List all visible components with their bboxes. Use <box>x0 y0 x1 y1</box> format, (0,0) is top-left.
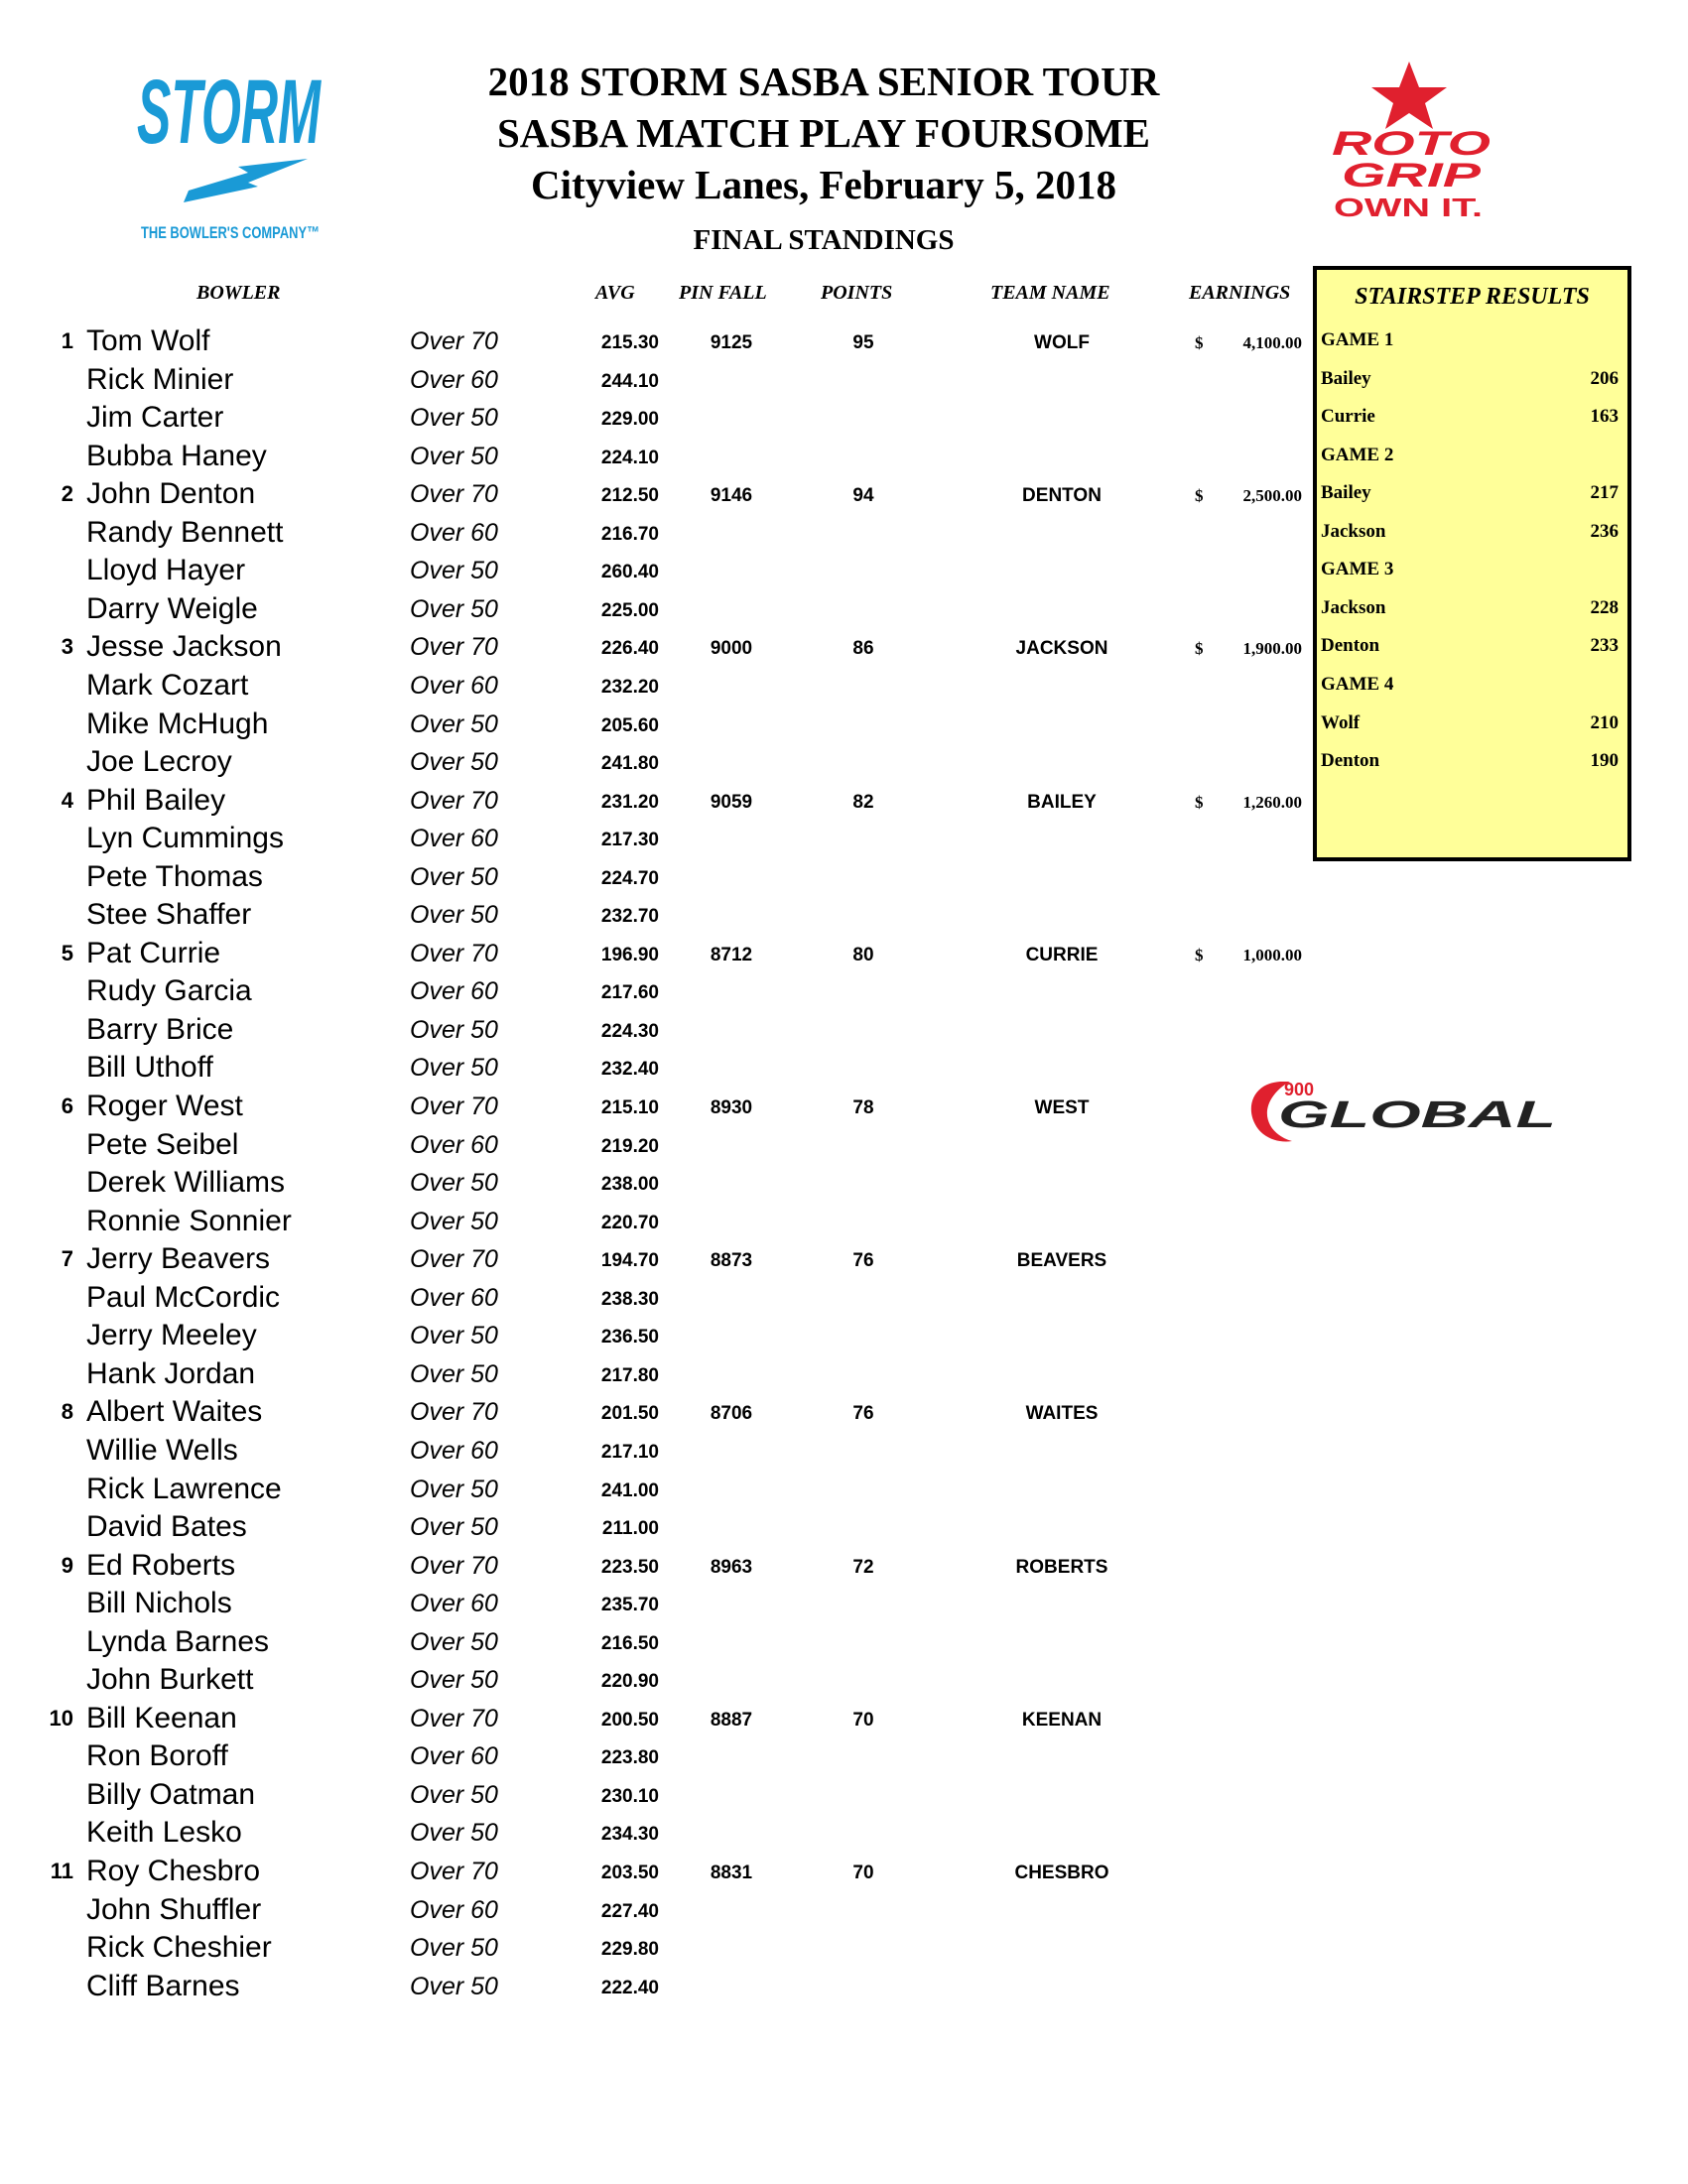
cell-name: Pete Seibel <box>86 1127 239 1161</box>
table-row <box>0 1853 1310 1891</box>
cell-avg: 232.70 <box>600 906 659 928</box>
cell-avg: 232.20 <box>600 676 659 698</box>
cell-division: Over 70 <box>410 786 498 815</box>
cell-pin-fall: 9000 <box>710 638 753 660</box>
cell-division: Over 50 <box>410 1054 498 1083</box>
cell-team: WAITES <box>1025 1403 1099 1425</box>
cell-division: Over 50 <box>410 901 498 930</box>
table-row <box>0 896 1310 935</box>
cell-earnings: 1,000.00 <box>1242 945 1302 964</box>
header-points: POINTS <box>821 282 893 304</box>
roto-logo-tagline: OWN IT. <box>1334 193 1483 222</box>
cell-name: Jesse Jackson <box>86 630 282 664</box>
cell-avg: 224.30 <box>600 1020 659 1042</box>
cell-division: Over 70 <box>410 1092 498 1120</box>
stairstep-label: Wolf <box>1321 711 1361 733</box>
cell-avg: 220.90 <box>600 1671 659 1693</box>
cell-avg: 241.00 <box>600 1479 659 1501</box>
cell-name: Keith Lesko <box>86 1816 242 1850</box>
table-row <box>0 1240 1310 1279</box>
cell-name: Derek Williams <box>86 1166 286 1200</box>
table-row <box>0 667 1310 706</box>
stairstep-label: GAME 2 <box>1321 444 1394 465</box>
cell-name: Bill Keenan <box>86 1701 237 1734</box>
cell-division: Over 50 <box>410 1359 498 1388</box>
cell-name: Bill Uthoff <box>86 1051 213 1085</box>
cell-pin-fall: 8712 <box>710 944 753 965</box>
cell-team: WOLF <box>1034 332 1090 353</box>
cell-division: Over 70 <box>410 1858 498 1885</box>
cell-currency: $ <box>1195 792 1204 812</box>
cell-division: Over 50 <box>410 1015 498 1044</box>
cell-name: Randy Bennett <box>86 515 284 549</box>
cell-avg: 215.30 <box>600 332 659 353</box>
cell-avg: 235.70 <box>600 1595 659 1616</box>
cell-name: Joe Lecroy <box>86 745 232 779</box>
cell-name: Phil Bailey <box>86 783 226 817</box>
table-row <box>0 1432 1310 1471</box>
cell-rank: 11 <box>50 1859 73 1883</box>
table-row <box>0 1164 1310 1203</box>
stairstep-line <box>1321 551 1619 589</box>
stairstep-label: Jackson <box>1321 520 1386 542</box>
cell-division: Over 70 <box>410 480 498 509</box>
cell-points: 78 <box>852 1097 874 1118</box>
cell-rank: 4 <box>61 787 73 813</box>
cell-division: Over 50 <box>410 1972 498 2000</box>
header-avg: AVG <box>595 282 635 304</box>
cell-currency: $ <box>1195 945 1204 964</box>
table-row <box>0 706 1310 744</box>
table-row <box>0 1393 1310 1432</box>
cell-points: 76 <box>852 1250 874 1272</box>
table-row <box>0 972 1310 1011</box>
cell-team: ROBERTS <box>1015 1556 1108 1578</box>
cell-name: David Bates <box>86 1510 247 1544</box>
stairstep-score: 206 <box>1590 367 1619 389</box>
stairstep-line <box>1321 742 1619 781</box>
cell-name: Roy Chesbro <box>86 1855 261 1887</box>
header-earnings: EARNINGS <box>1189 282 1291 304</box>
stairstep-label: GAME 4 <box>1321 673 1394 695</box>
cell-avg: 201.50 <box>600 1403 659 1425</box>
table-row <box>0 858 1310 897</box>
cell-division: Over 50 <box>410 709 498 738</box>
cell-avg: 215.10 <box>600 1097 659 1118</box>
table-row <box>0 1088 1310 1126</box>
cell-points: 86 <box>852 638 874 660</box>
cell-avg: 225.00 <box>600 599 659 621</box>
cell-name: Bubba Haney <box>86 439 267 472</box>
cell-avg: 205.60 <box>600 714 659 736</box>
page-subtitle: FINAL STANDINGS <box>693 224 955 256</box>
cell-avg: 224.70 <box>600 867 659 889</box>
lightning-bolt-icon <box>184 159 308 202</box>
cell-division: Over 70 <box>410 327 498 355</box>
cell-avg: 217.60 <box>600 982 659 1004</box>
cell-avg: 260.40 <box>600 562 659 583</box>
cell-rank: 3 <box>61 634 73 660</box>
cell-division: Over 50 <box>410 1780 498 1809</box>
table-row <box>0 1508 1310 1547</box>
cell-name: Mike McHugh <box>86 707 269 740</box>
cell-avg: 241.80 <box>600 753 659 775</box>
cell-pin-fall: 9146 <box>710 485 753 507</box>
header-bowler: BOWLER <box>196 282 281 304</box>
stairstep-label: Currie <box>1321 406 1375 428</box>
table-row <box>0 1661 1310 1700</box>
table-row <box>0 628 1310 667</box>
cell-name: Ed Roberts <box>86 1548 236 1582</box>
table-row <box>0 1776 1310 1815</box>
cell-earnings: 1,900.00 <box>1242 639 1302 659</box>
table-row <box>0 1471 1310 1509</box>
table-row <box>0 1355 1310 1394</box>
table-row <box>0 322 1310 361</box>
header-team-name: TEAM NAME <box>990 282 1110 304</box>
stairstep-title: STAIRSTEP RESULTS <box>1355 284 1590 310</box>
cell-division: Over 60 <box>410 671 498 700</box>
stairstep-line <box>1321 627 1619 666</box>
roto-grip-logo-graphic <box>1310 58 1508 226</box>
stairstep-label: GAME 1 <box>1321 329 1394 350</box>
table-row <box>0 1737 1310 1776</box>
cell-avg: 232.40 <box>600 1059 659 1081</box>
table-row <box>0 399 1310 438</box>
cell-avg: 231.20 <box>600 791 659 813</box>
cell-division: Over 50 <box>410 1819 498 1848</box>
cell-name: Jerry Beavers <box>86 1242 271 1276</box>
cell-avg: 196.90 <box>600 944 659 965</box>
storm-logo-graphic <box>129 52 337 250</box>
cell-avg: 219.20 <box>600 1135 659 1157</box>
cell-rank: 6 <box>61 1093 73 1118</box>
table-row <box>0 935 1310 973</box>
cell-name: Jerry Meeley <box>86 1319 257 1352</box>
cell-team: BAILEY <box>1027 791 1097 813</box>
cell-name: Rick Minier <box>86 362 234 396</box>
cell-division: Over 70 <box>410 633 498 662</box>
stairstep-score: 190 <box>1590 750 1619 772</box>
storm-logo <box>129 52 337 250</box>
table-row <box>0 1049 1310 1088</box>
cell-division: Over 70 <box>410 1704 498 1733</box>
cell-division: Over 50 <box>410 404 498 433</box>
cell-avg: 212.50 <box>600 485 659 507</box>
cell-avg: 200.50 <box>600 1709 659 1731</box>
cell-name: Tom Wolf <box>86 324 210 357</box>
cell-division: Over 50 <box>410 442 498 470</box>
cell-pin-fall: 8887 <box>710 1709 753 1731</box>
cell-name: Ronnie Sonnier <box>86 1204 292 1237</box>
cell-division: Over 60 <box>410 1590 498 1618</box>
cell-team: JACKSON <box>1015 638 1108 660</box>
cell-division: Over 50 <box>410 1207 498 1235</box>
cell-points: 95 <box>852 332 874 353</box>
cell-avg: 227.40 <box>600 1900 659 1922</box>
cell-points: 72 <box>852 1556 874 1578</box>
cell-name: John Shuffler <box>86 1892 262 1926</box>
storm-logo-text: STORM <box>137 62 323 163</box>
table-row <box>0 1279 1310 1318</box>
storm-tagline: THE BOWLER'S COMPANY™ <box>141 223 320 242</box>
cell-avg: 224.10 <box>600 447 659 468</box>
cell-avg: 234.30 <box>600 1824 659 1846</box>
cell-earnings: 4,100.00 <box>1242 333 1302 352</box>
cell-division: Over 70 <box>410 1245 498 1274</box>
cell-currency: $ <box>1195 639 1204 659</box>
cell-avg: 238.00 <box>600 1174 659 1196</box>
stairstep-line <box>1321 666 1619 705</box>
cell-name: Rudy Garcia <box>86 974 252 1008</box>
cell-name: Pete Thomas <box>86 859 263 893</box>
cell-name: Barry Brice <box>86 1012 234 1046</box>
cell-name: Lynda Barnes <box>86 1624 270 1658</box>
cell-pin-fall: 8963 <box>710 1556 753 1578</box>
cell-points: 94 <box>852 485 874 507</box>
cell-earnings: 1,260.00 <box>1242 792 1302 812</box>
table-row <box>0 1968 1310 2006</box>
cell-avg: 226.40 <box>600 638 659 660</box>
roto-grip-logo <box>1310 58 1508 226</box>
stairstep-line <box>1321 705 1619 743</box>
cell-division: Over 50 <box>410 1666 498 1695</box>
cell-division: Over 60 <box>410 1283 498 1312</box>
stairstep-label: GAME 3 <box>1321 559 1394 580</box>
cell-avg: 223.80 <box>600 1747 659 1769</box>
cell-division: Over 60 <box>410 1895 498 1924</box>
cell-pin-fall: 8930 <box>710 1097 753 1118</box>
page-title-line-2: SASBA MATCH PLAY FOURSOME <box>497 110 1150 156</box>
table-row <box>0 1126 1310 1165</box>
table-row <box>0 1011 1310 1050</box>
cell-team: WEST <box>1034 1097 1090 1118</box>
cell-name: Ron Boroff <box>86 1739 228 1773</box>
cell-points: 70 <box>852 1863 874 1883</box>
cell-currency: $ <box>1195 333 1204 352</box>
stairstep-line <box>1321 360 1619 399</box>
cell-avg: 222.40 <box>600 1977 659 1998</box>
cell-rank: 10 <box>49 1705 73 1731</box>
cell-avg: 217.30 <box>600 830 659 851</box>
table-row <box>0 743 1310 782</box>
stairstep-results-box <box>1313 266 1631 861</box>
cell-team: BEAVERS <box>1016 1250 1107 1272</box>
cell-avg: 238.30 <box>600 1288 659 1310</box>
cell-team: CHESBRO <box>1014 1863 1109 1883</box>
cell-name: Billy Oatman <box>86 1777 256 1811</box>
cell-currency: $ <box>1195 486 1204 506</box>
cell-team: DENTON <box>1022 485 1102 507</box>
cell-name: John Denton <box>86 477 256 511</box>
cell-division: Over 50 <box>410 1169 498 1198</box>
cell-points: 76 <box>852 1403 874 1425</box>
cell-division: Over 50 <box>410 1513 498 1542</box>
cell-name: Mark Cozart <box>86 668 249 702</box>
stairstep-score: 217 <box>1590 482 1619 504</box>
cell-pin-fall: 8831 <box>710 1863 753 1883</box>
table-row <box>0 1929 1310 1968</box>
stairstep-line <box>1321 513 1619 552</box>
table-row <box>0 1700 1310 1738</box>
stairstep-score: 210 <box>1590 711 1619 733</box>
cell-name: Bill Nichols <box>86 1587 232 1620</box>
cell-rank: 2 <box>61 481 73 507</box>
cell-rank: 9 <box>61 1552 73 1578</box>
cell-avg: 216.50 <box>600 1632 659 1654</box>
cell-name: Hank Jordan <box>86 1356 256 1390</box>
table-row <box>0 552 1310 590</box>
global-text: GLOBAL <box>1278 1094 1556 1136</box>
cell-rank: 5 <box>61 940 73 965</box>
stairstep-line <box>1321 437 1619 475</box>
table-row <box>0 514 1310 553</box>
stairstep-line <box>1321 474 1619 513</box>
cell-division: Over 60 <box>410 1436 498 1465</box>
roto-logo-line-1: ROTO <box>1332 125 1491 163</box>
table-row <box>0 820 1310 858</box>
900-text: 900 <box>1284 1080 1315 1099</box>
cell-pin-fall: 8873 <box>710 1250 753 1272</box>
cell-earnings: 2,500.00 <box>1242 486 1302 506</box>
cell-avg: 194.70 <box>600 1250 659 1272</box>
cell-division: Over 60 <box>410 977 498 1006</box>
cell-avg: 211.00 <box>601 1518 659 1540</box>
table-row <box>0 782 1310 821</box>
page-title-line-1: 2018 STORM SASBA SENIOR TOUR <box>487 59 1160 104</box>
cell-name: Paul McCordic <box>86 1280 281 1314</box>
cell-name: Lyn Cummings <box>86 822 284 855</box>
cell-name: Albert Waites <box>86 1395 263 1429</box>
cell-name: Stee Shaffer <box>86 898 252 932</box>
table-row <box>0 1891 1310 1930</box>
900-global-logo-graphic <box>1240 1072 1568 1151</box>
table-row <box>0 1623 1310 1662</box>
cell-division: Over 50 <box>410 1475 498 1503</box>
table-row <box>0 1547 1310 1586</box>
cell-pin-fall: 9059 <box>710 791 753 813</box>
cell-name: Jim Carter <box>86 401 224 435</box>
cell-division: Over 60 <box>410 1742 498 1771</box>
cell-name: Willie Wells <box>86 1433 238 1467</box>
cell-avg: 230.10 <box>600 1785 659 1807</box>
table-row <box>0 1814 1310 1853</box>
cell-division: Over 60 <box>410 365 498 394</box>
stairstep-score: 163 <box>1590 406 1619 428</box>
cell-points: 82 <box>852 791 874 813</box>
stairstep-label: Bailey <box>1321 482 1371 504</box>
cell-pin-fall: 9125 <box>710 332 753 353</box>
roto-logo-line-2: GRIP <box>1342 157 1482 194</box>
cell-rank: 8 <box>61 1399 73 1425</box>
cell-division: Over 60 <box>410 825 498 853</box>
cell-division: Over 70 <box>410 939 498 967</box>
stairstep-label: Denton <box>1321 635 1380 657</box>
stairstep-label: Jackson <box>1321 596 1386 618</box>
cell-avg: 223.50 <box>600 1556 659 1578</box>
cell-division: Over 50 <box>410 1934 498 1963</box>
stairstep-label: Bailey <box>1321 367 1371 389</box>
cell-avg: 236.50 <box>600 1327 659 1349</box>
cell-division: Over 50 <box>410 748 498 777</box>
cell-avg: 244.10 <box>600 370 659 392</box>
cell-name: Darry Weigle <box>86 591 258 625</box>
table-row <box>0 1317 1310 1355</box>
cell-team: KEENAN <box>1021 1709 1103 1731</box>
stairstep-line <box>1321 589 1619 628</box>
cell-avg: 216.70 <box>600 523 659 545</box>
cell-division: Over 50 <box>410 862 498 891</box>
star-icon <box>1371 62 1447 129</box>
cell-division: Over 50 <box>410 1627 498 1656</box>
cell-division: Over 50 <box>410 1322 498 1350</box>
cell-points: 70 <box>852 1709 874 1731</box>
cell-rank: 1 <box>61 328 73 353</box>
table-row <box>0 590 1310 629</box>
cell-pin-fall: 8706 <box>710 1403 753 1425</box>
table-row <box>0 1203 1310 1241</box>
cell-avg: 229.00 <box>600 409 659 431</box>
cell-name: Rick Cheshier <box>86 1931 272 1965</box>
table-row <box>0 475 1310 514</box>
cell-name: John Burkett <box>86 1663 254 1697</box>
cell-name: Lloyd Hayer <box>86 554 246 587</box>
900-global-logo <box>1240 1072 1568 1151</box>
stairstep-line <box>1321 398 1619 437</box>
cell-division: Over 70 <box>410 1398 498 1427</box>
cell-avg: 217.10 <box>600 1441 659 1463</box>
cell-division: Over 60 <box>410 518 498 547</box>
page-title-line-3: Cityview Lanes, February 5, 2018 <box>531 162 1116 207</box>
stairstep-label: Denton <box>1321 750 1380 772</box>
cell-division: Over 70 <box>410 1551 498 1580</box>
cell-division: Over 60 <box>410 1130 498 1159</box>
cell-name: Rick Lawrence <box>86 1472 282 1505</box>
cell-name: Cliff Barnes <box>86 1969 240 2002</box>
header-pin-fall: PIN FALL <box>679 282 767 304</box>
table-row <box>0 1585 1310 1623</box>
table-row <box>0 438 1310 476</box>
cell-avg: 220.70 <box>600 1212 659 1233</box>
cell-avg: 229.80 <box>600 1939 659 1961</box>
cell-avg: 203.50 <box>600 1863 659 1883</box>
table-row <box>0 361 1310 400</box>
cell-name: Roger West <box>86 1090 243 1122</box>
cell-division: Over 50 <box>410 594 498 623</box>
cell-rank: 7 <box>61 1246 73 1272</box>
cell-avg: 217.80 <box>600 1364 659 1386</box>
cell-name: Pat Currie <box>86 936 221 969</box>
stairstep-score: 228 <box>1590 596 1619 618</box>
stairstep-score: 233 <box>1590 635 1619 657</box>
cell-points: 80 <box>852 944 874 965</box>
cell-division: Over 50 <box>410 557 498 585</box>
stairstep-line <box>1321 321 1619 360</box>
cell-team: CURRIE <box>1025 944 1099 965</box>
stairstep-score: 236 <box>1590 520 1619 542</box>
